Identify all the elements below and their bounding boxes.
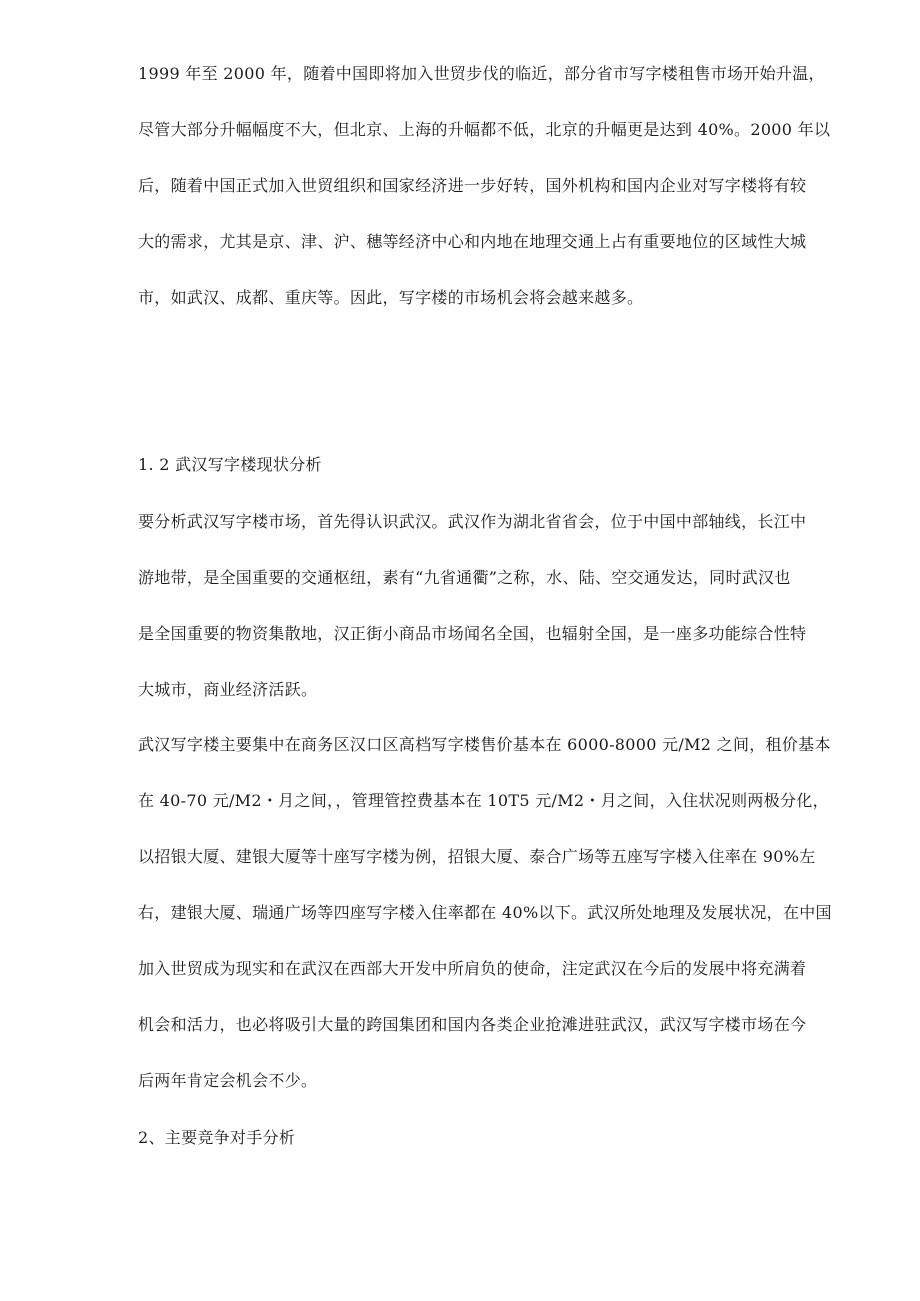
- paragraph-3-line: 以招银大厦、建银大厦等十座写字楼为例，招银大厦、泰合广场等五座写字楼入住率在 90%左: [138, 847, 816, 866]
- section-heading: 1. 2 武汉写字楼现状分析: [138, 455, 322, 474]
- paragraph-2-line: 大城市，商业经济活跃。: [138, 680, 318, 699]
- paragraph-2-line: 游地带，是全国重要的交通枢纽，素有“九省通衢”之称，水、陆、空交通发达，同时武汉也: [138, 568, 791, 587]
- paragraph-1-line: 尽管大部分升幅幅度不大，但北京、上海的升幅都不低，北京的升幅更是达到 40%。2000 年以: [138, 120, 831, 139]
- paragraph-3-line: 机会和活力，也必将吸引大量的跨国集团和国内各类企业抢滩进驻武汉，武汉写字楼市场在今: [138, 1015, 807, 1034]
- paragraph-1-line: 后，随着中国正式加入世贸组织和国家经济进一步好转，国外机构和国内企业对写字楼将有较: [138, 176, 807, 195]
- paragraph-3-line: 右，建银大厦、瑞通广场等四座写字楼入住率都在 40%以下。武汉所处地理及发展状况，在中国: [138, 903, 832, 922]
- paragraph-1-line: 大的需求，尤其是京、津、沪、穗等经济中心和内地在地理交通上占有重要地位的区域性大城: [138, 232, 807, 251]
- paragraph-3-line: 加入世贸成为现实和在武汉在西部大开发中所肩负的使命，注定武汉在今后的发展中将充满着: [138, 959, 807, 978]
- paragraph-2-line: 要分析武汉写字楼市场，首先得认识武汉。武汉作为湖北省省会，位于中国中部轴线，长江中: [138, 512, 807, 531]
- section-heading: 2、主要竞争对手分析: [138, 1128, 296, 1147]
- paragraph-1-line: 1999 年至 2000 年，随着中国即将加入世贸步伐的临近，部分省市写字楼租售市场开始升温，: [138, 64, 825, 83]
- paragraph-3-line: 武汉写字楼主要集中在商务区汉口区高档写字楼售价基本在 6000-8000 元/M2 之间，租价基本: [138, 735, 831, 754]
- paragraph-2-line: 是全国重要的物资集散地，汉正街小商品市场闻名全国，也辐射全国，是一座多功能综合性特: [138, 624, 807, 643]
- paragraph-3-line: 在 40-70 元/M2・月之间，，管理管控费基本在 10T5 元/M2・月之间，入住状况则两极分化，: [138, 791, 829, 810]
- paragraph-1-line: 市，如武汉、成都、重庆等。因此，写字楼的市场机会将会越来越多。: [138, 288, 644, 307]
- paragraph-3-line: 后两年肯定会机会不少。: [138, 1071, 318, 1090]
